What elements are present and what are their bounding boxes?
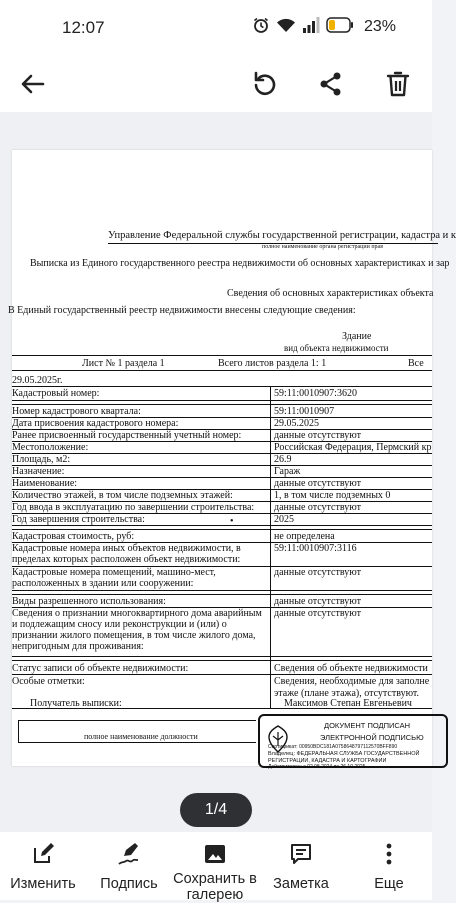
signature-stamp bbox=[258, 714, 448, 768]
bottom-toolbar bbox=[0, 832, 432, 903]
battery-icon bbox=[326, 17, 354, 37]
note-label: Заметка bbox=[273, 876, 329, 892]
object-kind: Здание bbox=[342, 331, 372, 342]
doc-date: 29.05.2025г. bbox=[12, 375, 63, 386]
row-label: Статус записи об объекте недвижимости: bbox=[12, 663, 189, 674]
intro-text: В Единый государственный реестр недвижимости внесены следующие сведения: bbox=[8, 305, 356, 316]
row-label: Кадастровый номер: bbox=[12, 388, 100, 399]
edit-label: Изменить bbox=[10, 876, 76, 892]
status-time: 12:07 bbox=[62, 18, 105, 37]
row-value: 1, в том числе подземных 0 bbox=[274, 490, 391, 501]
save-to-gallery-label: Сохранить в галерею bbox=[173, 871, 257, 903]
sheet-info: Лист № 1 раздела 1 bbox=[82, 358, 165, 369]
header-org: Управление Федеральной службы государственной регистрации, кадастра и к bbox=[108, 230, 456, 241]
row-value: данные отсутствуют bbox=[274, 502, 361, 513]
row-label: Кадастровая стоимость, руб: bbox=[12, 531, 135, 542]
wifi-icon bbox=[276, 16, 296, 38]
object-kind-caption: вид объекта недвижимости bbox=[284, 343, 389, 353]
row-value: Российская Федерация, Пермский кр bbox=[274, 442, 432, 453]
row-label: Назначение: bbox=[12, 466, 65, 477]
row-label: Сведения о признании многоквартирного дома аварийным и подлежащим сносу или реконструкции и (или) о признании жилого помещения, в том числе жилого дома, непригодным для проживания: bbox=[12, 608, 262, 652]
app-bar bbox=[0, 56, 432, 112]
row-value: не определена bbox=[274, 531, 335, 542]
more-vertical-icon bbox=[377, 842, 401, 866]
row-label: Кадастровые номера иных объектов недвижимости, в пределах которых расположен объект недвижимости: bbox=[12, 543, 241, 565]
row-label: Год завершения строительства: bbox=[12, 514, 145, 525]
doc-title: Выписка из Единого государственного реестра недвижимости об основных характеристиках и зар bbox=[30, 258, 450, 269]
note-button[interactable] bbox=[258, 832, 344, 900]
stamp-line1: ДОКУМЕНТ ПОДПИСАН bbox=[324, 721, 411, 730]
row-value: Сведения об объекте недвижимости bbox=[274, 663, 428, 674]
total-sheets: Всего листов раздела 1: 1 bbox=[218, 358, 327, 369]
delete-button[interactable] bbox=[378, 64, 418, 104]
row-label: Кадастровые номера помещений, машино-мест, расположенных в здании или сооружении: bbox=[12, 567, 216, 589]
more-label: Еще bbox=[374, 876, 404, 892]
row-label: Особые отметки: bbox=[12, 676, 85, 687]
row-label: Номер кадастрового квартала: bbox=[12, 406, 141, 417]
more-button[interactable] bbox=[346, 832, 432, 900]
row-value: 2025 bbox=[274, 514, 294, 525]
edit-button[interactable] bbox=[0, 832, 86, 900]
header-caption: полное наименование органа регистрации прав bbox=[262, 244, 384, 250]
row-label: Количество этажей, в том числе подземных этажей: bbox=[12, 490, 233, 501]
row-value: данные отсутствуют bbox=[274, 567, 361, 578]
row-value: 59:11:0010907:3620 bbox=[274, 388, 357, 399]
signature-label: Подпись bbox=[100, 876, 158, 892]
back-arrow-icon bbox=[19, 70, 47, 98]
row-value: 59:11:0010907 bbox=[274, 406, 335, 417]
row-value: данные отсутствуют bbox=[274, 430, 361, 441]
row-value: данные отсутствуют bbox=[274, 608, 361, 619]
signal-icon bbox=[302, 16, 320, 38]
row-label: Получатель выписки: bbox=[30, 698, 122, 709]
row-value: 59:11:0010907:3116 bbox=[274, 543, 357, 554]
rotate-icon bbox=[251, 70, 279, 98]
status-icons bbox=[252, 16, 396, 38]
share-icon bbox=[317, 70, 345, 98]
battery-percentage: 23% bbox=[363, 18, 396, 35]
row-label: Площадь, м2: bbox=[12, 454, 71, 465]
dot-mark: • bbox=[230, 516, 234, 527]
row-label: Наименование: bbox=[12, 478, 78, 489]
row-value: 29.05.2025 bbox=[274, 418, 319, 429]
document-page[interactable] bbox=[8, 150, 456, 770]
row-value: данные отсутствуют bbox=[274, 478, 361, 489]
delete-icon bbox=[384, 70, 412, 98]
share-button[interactable] bbox=[311, 64, 351, 104]
document-viewer[interactable] bbox=[0, 112, 456, 832]
section-title: Сведения об основных характеристиках объекта bbox=[227, 288, 434, 299]
stamp-line2: ЭЛЕКТРОННОЙ ПОДПИСЬЮ bbox=[320, 733, 424, 742]
row-value: Сведения, необходимые для заполне этаже (плане этажа), отсутствуют. bbox=[274, 676, 430, 699]
stamp-cert: Сертификат: 00950BDC181A0758648797112570BFF890 bbox=[268, 744, 398, 750]
status-bar bbox=[0, 0, 432, 56]
row-value: Максимов Степан Евгеньевич bbox=[284, 698, 412, 709]
alarm-icon bbox=[252, 16, 270, 38]
total-cut: Все bbox=[408, 358, 424, 369]
row-value: данные отсутствуют bbox=[274, 596, 361, 607]
signature-button[interactable] bbox=[86, 832, 172, 900]
row-value: 26.9 bbox=[274, 454, 292, 465]
image-icon bbox=[203, 842, 227, 866]
row-label: Ранее присвоенный государственный учетный номер: bbox=[12, 430, 242, 441]
edit-icon bbox=[31, 842, 55, 866]
rotate-button[interactable] bbox=[245, 64, 285, 104]
row-label: Местоположение: bbox=[12, 442, 89, 453]
back-button[interactable] bbox=[13, 64, 53, 104]
note-icon bbox=[289, 842, 313, 866]
row-label: Виды разрешенного использования: bbox=[12, 596, 166, 607]
row-value: Гараж bbox=[274, 466, 301, 477]
save-to-gallery-button[interactable] bbox=[172, 832, 258, 903]
row-label: Дата присвоения кадастрового номера: bbox=[12, 418, 179, 429]
row-label: Год ввода в эксплуатацию по завершении строительства: bbox=[12, 502, 255, 513]
signature-icon bbox=[117, 842, 141, 866]
stamp-owner2: РЕГИСТРАЦИИ, КАДАСТРА И КАРТОГРАФИИ bbox=[268, 758, 387, 764]
position-caption: полное наименование должности bbox=[84, 732, 198, 741]
stamp-owner1: Владелец: ФЕДЕРАЛЬНАЯ СЛУЖБА ГОСУДАРСТВЕННОЙ bbox=[268, 751, 420, 757]
page-indicator: 1/4 bbox=[180, 793, 252, 827]
stamp-valid: Действителен: с 02.08.2024 по 26.10.2025 bbox=[268, 764, 366, 770]
